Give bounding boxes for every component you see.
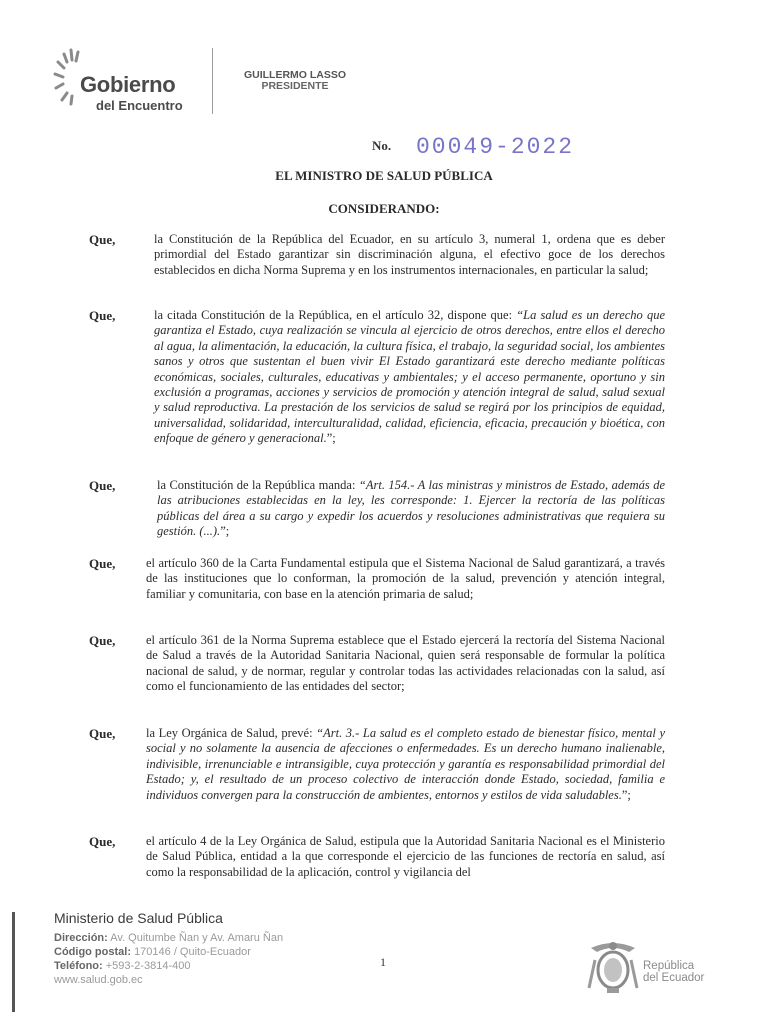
footer-address-value: Av. Quitumbe Ñan y Av. Amaru Ñan xyxy=(110,932,284,944)
gobierno-logo xyxy=(52,44,212,116)
document-number-stamp: 00049-2022 xyxy=(416,134,575,160)
paragraph-text xyxy=(154,308,665,447)
logo-subtitle: del Encuentro xyxy=(96,98,183,113)
footer-phone-value: +593-2-3814-400 xyxy=(105,960,191,972)
paragraph-quote: “Art. 3.- La salud es el completo estado de bienestar físico, mental y social y no solamente la ausencia de afecciones o enfermedades. Es un derecho humano inalienable, indivisible, irrenunciable e intransigible, cuya protección y garantía es responsabilidad primordial del Estado; y, el resultado de un proceso colectivo de interacción donde Estado, sociedad, familia e individuos convergen para la construcción de ambientes, entornos y estilos de vida saludables. xyxy=(146,726,665,802)
president-block xyxy=(230,70,360,92)
footer-postal xyxy=(54,945,283,959)
paragraph-intro: la Constitución de la República manda: xyxy=(157,478,359,492)
paragraph-text xyxy=(157,478,665,540)
footer-phone-label: Teléfono: xyxy=(54,960,103,972)
paragraph-end: ”; xyxy=(220,524,230,539)
header-divider xyxy=(212,48,213,114)
que-label: Que, xyxy=(89,556,116,571)
que-label: Que, xyxy=(89,308,116,323)
footer-address xyxy=(54,931,283,945)
footer-postal-value: 170146 / Quito-Ecuador xyxy=(134,946,251,958)
paragraph-quote: “Art. 154.- A las ministras y ministros de Estado, además de las atribuciones establecidas en la ley, les corresponde: 1. Ejercer la rectoría de las políticas públicas del área a su cargo y expedir los acuerdos y resoluciones administrativas que requiera su gestión. (...). xyxy=(157,478,666,539)
paragraph-intro: el artículo 4 de la Ley Orgánica de Salud, estipula que la Autoridad Sanitaria Nacional es el Ministerio de Salud Pública, entidad a la que corresponde el ejercicio de las funciones de rectoría en salud, así como la responsabilidad de la aplicación, control y vigilancia del xyxy=(146,834,665,879)
footer-website: www.salud.gob.ec xyxy=(54,974,143,986)
paragraph-intro: la Ley Orgánica de Salud, prevé: xyxy=(146,726,317,740)
republica-del-ecuador-label xyxy=(643,960,704,984)
president-role: PRESIDENTE xyxy=(261,80,329,92)
republic-line-1: República xyxy=(643,960,695,972)
paragraph-intro: la Constitución de la República del Ecuador, en su artículo 3, numeral 1, ordena que es deber primordial del Estado garantizar sin discriminación alguna, el efectivo goce de los derechos establecidos en dicha Norma Suprema y en los instrumentos internacionales, en particular la salud; xyxy=(154,232,665,277)
document-number-row xyxy=(372,134,632,168)
paragraph-intro: la citada Constitución de la República, en el artículo 32, dispone que: xyxy=(154,308,517,322)
footer-phone xyxy=(54,959,283,973)
paragraph-intro: el artículo 361 de la Norma Suprema establece que el Estado ejercerá la rectoría del Sistema Nacional de Salud a través de la Autoridad Sanitaria Nacional, quien será responsable de formular la política nacional de salud, y de normar, regular y controlar todas las actividades relacionadas con la salud, así como el funcionamiento de las entidades del sector; xyxy=(146,633,665,694)
paragraph-text xyxy=(154,232,665,278)
logo-mark-icon xyxy=(52,44,82,108)
footer-postal-label: Código postal: xyxy=(54,946,131,958)
republic-line-2: del Ecuador xyxy=(643,972,705,984)
paragraph-text xyxy=(146,834,665,880)
que-label: Que, xyxy=(89,726,116,741)
paragraph-quote: “La salud es un derecho que garantiza el Estado, cuya realización se vincula al ejercicio de otros derechos, entre ellos el derecho al agua, la alimentación, la educación, la cultura física, el trabajo, la seguridad social, los ambientes sanos y otros que sustentan el buen vivir El Estado garantizará este derecho mediante políticas económicas, sociales, culturales, educativas y ambientales; y el acceso permanente, oportuno y sin exclusión a programas, acciones y servicios de promoción y atención integral de salud, salud sexual y salud reproductiva. La prestación de los servicios de salud se regirá por los principios de equidad, universalidad, solidaridad, interculturalidad, calidad, eficiencia, eficacia, precaución y bioética, con enfoque de género y generacional. xyxy=(154,308,665,446)
paragraph-text xyxy=(146,556,665,602)
que-label: Que, xyxy=(89,478,116,493)
paragraph-intro: el artículo 360 de la Carta Fundamental estipula que el Sistema Nacional de Salud garantizará, a través de las instituciones que lo conforman, la promoción de la salud, prevención y atención integral, familiar y comunitaria, con base en la atención primaria de salud; xyxy=(146,556,665,601)
document-title: EL MINISTRO DE SALUD PÚBLICA xyxy=(275,168,493,183)
que-label: Que, xyxy=(89,633,116,648)
paragraph-text xyxy=(146,633,665,695)
number-label: No. xyxy=(372,138,392,153)
footer-contact xyxy=(54,931,283,987)
page-number: 1 xyxy=(380,955,386,969)
logo-word: Gobierno xyxy=(80,72,176,97)
footer-address-label: Dirección: xyxy=(54,932,108,944)
paragraph-end: ”; xyxy=(621,787,631,802)
que-label: Que, xyxy=(89,232,116,247)
paragraph-text xyxy=(146,726,665,803)
coat-of-arms-icon xyxy=(585,938,641,996)
paragraph-end: ”; xyxy=(326,431,336,446)
president-name: GUILLERMO LASSO xyxy=(243,69,347,81)
footer-ministry-name: Ministerio de Salud Pública xyxy=(54,910,223,926)
footer-accent-bar xyxy=(12,912,15,1012)
considerando-heading: CONSIDERANDO: xyxy=(328,201,440,216)
que-label: Que, xyxy=(89,834,116,849)
